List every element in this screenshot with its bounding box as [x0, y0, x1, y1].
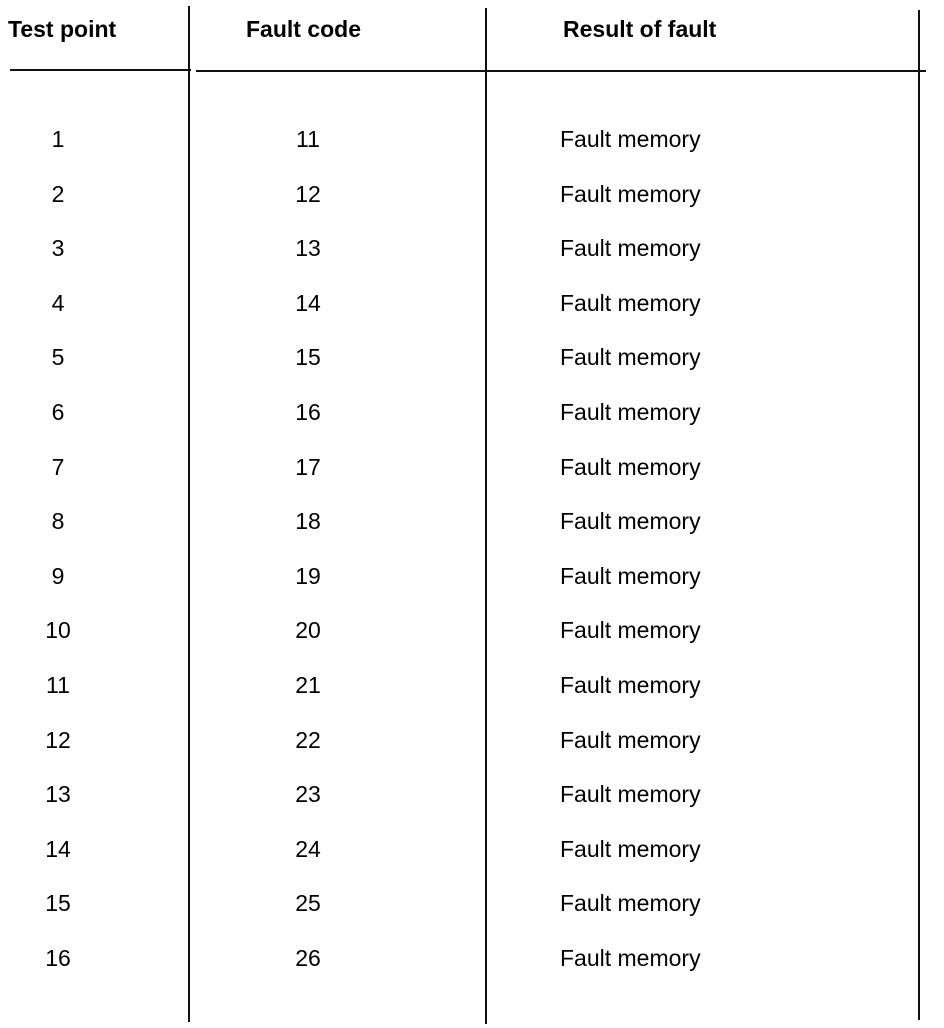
result-of-fault-cell: Fault memory — [560, 944, 701, 971]
table-row — [0, 496, 944, 551]
test-point-cell: 3 — [51, 235, 65, 262]
result-of-fault-cell: Fault memory — [560, 235, 701, 262]
fault-code-cell: 26 — [295, 944, 321, 971]
header-result-of-fault: Result of fault — [563, 16, 717, 42]
table-row — [0, 169, 944, 224]
header-rule — [196, 70, 926, 72]
test-point-cell: 4 — [51, 289, 65, 316]
table-row — [0, 114, 944, 169]
result-of-fault-cell: Fault memory — [560, 453, 701, 480]
fault-code-cell: 18 — [295, 508, 321, 535]
fault-code-cell: 22 — [295, 726, 321, 753]
result-of-fault-cell: Fault memory — [560, 835, 701, 862]
test-point-cell: 11 — [46, 671, 70, 698]
result-of-fault-cell: Fault memory — [560, 289, 701, 316]
test-point-cell: 5 — [51, 344, 65, 371]
table-row — [0, 660, 944, 715]
test-point-cell: 9 — [51, 562, 65, 589]
test-point-cell: 14 — [45, 835, 71, 862]
fault-code-cell: 13 — [295, 235, 321, 262]
header-test-point: Test point — [8, 16, 117, 42]
fault-code-cell: 24 — [295, 835, 321, 862]
test-point-cell: 13 — [45, 781, 71, 808]
fault-code-cell: 11 — [296, 126, 320, 152]
test-point-cell: 2 — [51, 180, 65, 207]
result-of-fault-cell: Fault memory — [560, 671, 701, 698]
test-point-cell: 10 — [45, 617, 71, 644]
result-of-fault-cell: Fault memory — [560, 508, 701, 535]
table-row — [0, 605, 944, 660]
table-row — [0, 824, 944, 879]
result-of-fault-cell: Fault memory — [560, 890, 701, 917]
table-body — [0, 114, 944, 988]
result-of-fault-cell: Fault memory — [560, 781, 701, 808]
test-point-cell: 8 — [51, 508, 65, 535]
table-row — [0, 715, 944, 770]
fault-code-cell: 14 — [295, 289, 321, 316]
result-of-fault-cell: Fault memory — [560, 126, 701, 152]
test-point-cell: 16 — [45, 944, 71, 971]
table-row — [0, 278, 944, 333]
fault-code-cell: 19 — [295, 562, 321, 589]
result-of-fault-cell: Fault memory — [560, 344, 701, 371]
fault-code-cell: 15 — [295, 344, 321, 371]
test-point-cell: 15 — [45, 890, 71, 917]
fault-code-cell: 23 — [295, 781, 321, 808]
fault-code-cell: 21 — [295, 671, 321, 698]
result-of-fault-cell: Fault memory — [560, 617, 701, 644]
table-row — [0, 387, 944, 442]
result-of-fault-cell: Fault memory — [560, 726, 701, 753]
table-row — [0, 878, 944, 933]
test-point-cell: 6 — [51, 398, 65, 425]
fault-code-cell: 17 — [295, 453, 321, 480]
result-of-fault-cell: Fault memory — [560, 180, 701, 207]
fault-code-cell: 25 — [295, 890, 321, 917]
test-point-cell: 7 — [51, 453, 65, 480]
header-rule — [10, 69, 191, 71]
table-row — [0, 332, 944, 387]
table-row — [0, 223, 944, 278]
table-row — [0, 551, 944, 606]
test-point-cell: 12 — [45, 726, 71, 753]
result-of-fault-cell: Fault memory — [560, 562, 701, 589]
table-row — [0, 933, 944, 988]
table-row — [0, 769, 944, 824]
table-row — [0, 442, 944, 497]
fault-code-cell: 16 — [295, 398, 321, 425]
test-point-cell: 1 — [51, 126, 65, 152]
fault-code-cell: 12 — [295, 180, 321, 207]
header-fault-code: Fault code — [246, 16, 362, 42]
result-of-fault-cell: Fault memory — [560, 398, 701, 425]
fault-code-cell: 20 — [295, 617, 321, 644]
